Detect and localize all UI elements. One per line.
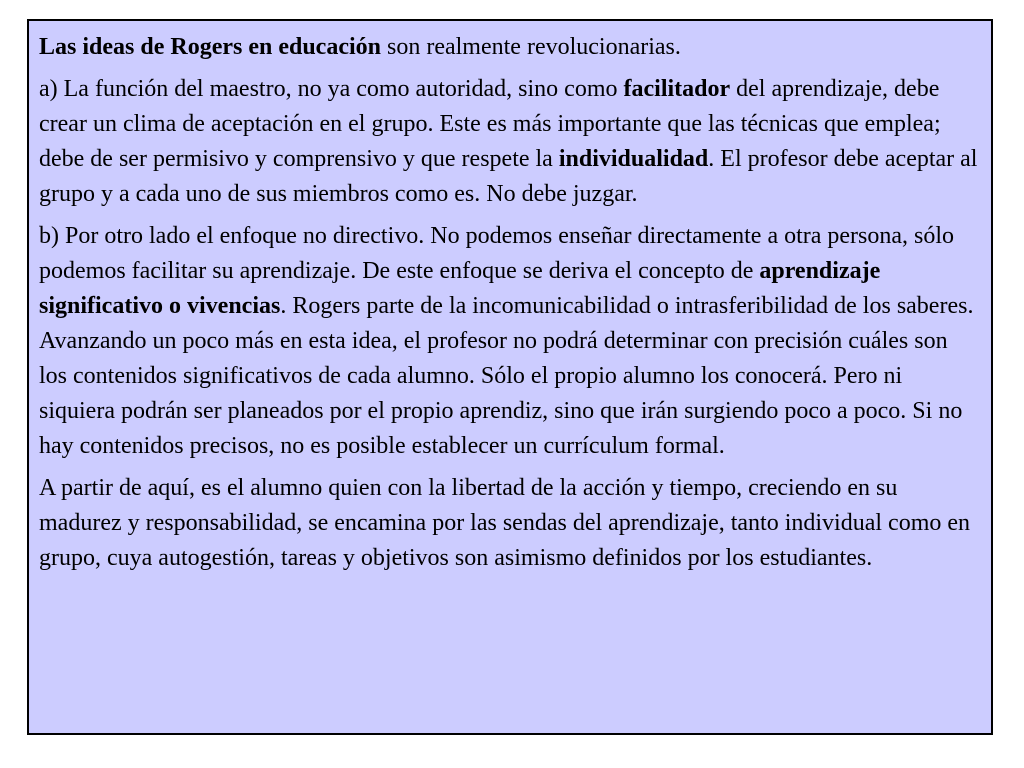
point-a-text-2: del aprendizaje, debe crear un clima de aceptación en el grupo. Este es más importante que las técnicas que emplea; debe de ser permisivo y comprensivo y que respete la: [39, 76, 941, 172]
point-a-keyword-facilitador: facilitador: [623, 76, 731, 102]
intro-heading: Las ideas de Rogers en educación: [39, 34, 381, 60]
intro-paragraph: [39, 30, 981, 65]
point-a-keyword-individualidad: individualidad: [558, 146, 709, 172]
point-a-text-3: . El profesor debe aceptar al grupo y a cada uno de sus miembros como es. No debe juzgar.: [39, 146, 978, 207]
conclusion-paragraph: A partir de aquí, es el alumno quien con la libertad de la acción y tiempo, creciendo en su madurez y responsabilidad, se encamina por las sendas del aprendizaje, tanto individual como en grupo, cuya autogestión, tareas y objetivos son asimismo definidos por los estudiantes.: [39, 475, 971, 571]
slide-text-box: [27, 19, 993, 735]
point-a-text-1: a) La función del maestro, no ya como autoridad, sino como: [39, 76, 624, 102]
point-b-keyword-aprendizaje: aprendizaje significativo o vivencias: [39, 258, 881, 319]
point-b-text-2: . Rogers parte de la incomunicabilidad o intrasferibilidad de los saberes. Avanzando un poco más en esta idea, el profesor no podrá determinar con precisión cuáles son los contenidos significativos de cada alumno. Sólo el propio alumno los conocerá. Pero ni siquiera podrán ser planeados por el propio aprendiz, sino que irán surgiendo poco a poco. Si no hay contenidos precisos, no es posible establecer un currículum formal.: [39, 293, 974, 459]
point-a-paragraph: [39, 72, 981, 212]
point-b-text-1: b) Por otro lado el enfoque no directivo. No podemos enseñar directamente a otra persona, sólo podemos facilitar su aprendizaje. De este enfoque se deriva el concepto de: [39, 223, 955, 284]
point-b-paragraph: [39, 219, 981, 464]
intro-text: son realmente revolucionarias.: [381, 34, 681, 60]
